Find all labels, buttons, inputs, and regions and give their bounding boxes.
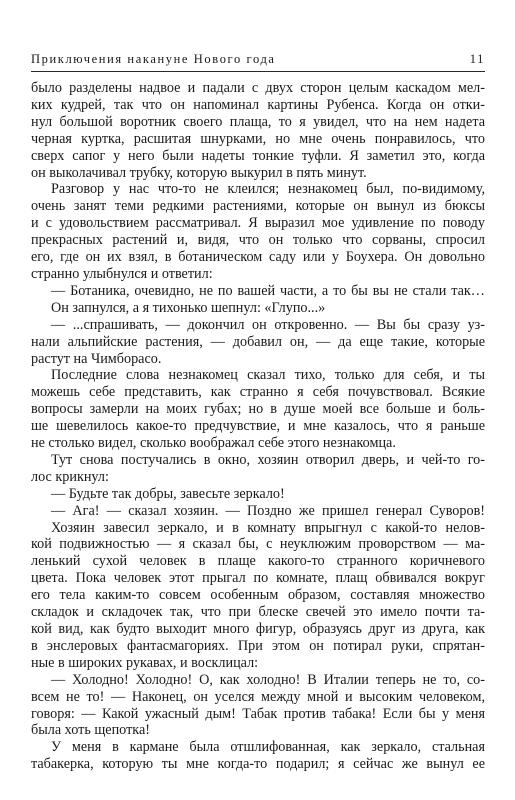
text-line: кой подвижностью — я сказал бы, с неуклюжим проворством — ма-: [31, 536, 485, 553]
text-line: Хозяин завесил зеркало, и в комнату впрыгнул с какой-то нелов-: [51, 519, 485, 536]
text-line: всем не то! — Наконец, он уселся между мной и высоким человеком,: [31, 688, 485, 705]
text-line: нул большой воротник своего плаща, то я увидел, что на нем надета: [31, 113, 485, 130]
text-line: прекрасных растений и, видя, что он только что сорваны, спросил: [31, 232, 485, 249]
text-line: и с удовольствием рассматривал. Я выразил мое удивление по поводу: [31, 215, 485, 232]
text-line: Он запнулся, а я тихонько шепнул: «Глупо...»: [51, 299, 326, 316]
text-line: нали альпийские растения, — добавил он, — да еще такие, которые: [31, 333, 485, 350]
text-line: его, где он их взял, в ботаническом саду или у Боухера. Он довольно: [31, 249, 485, 266]
text-line: Разговор у нас что-то не клеился; незнакомец был, по-видимому,: [51, 181, 485, 198]
text-line: — Ага! — сказал хозяин. — Поздно же пришел генерал Суворов!: [51, 502, 485, 519]
text-line: Тут снова постучались в окно, хозяин отворил дверь, и чей-то го-: [51, 451, 485, 468]
text-line: — Ботаника, очевидно, не по вашей части, а то бы вы не стали так…: [51, 282, 485, 299]
text-line: ше шевелилось какое-то предчувствие, и мне казалось, что я раньше: [31, 418, 485, 435]
body-text: [31, 80, 485, 773]
header-rule: [31, 71, 485, 72]
text-line: У меня в кармане была отшлифованная, как зеркало, стальная: [51, 739, 485, 756]
text-line: можешь себе представить, как странно я себя почувствовал. Всякие: [31, 384, 485, 401]
running-title: Приключения накануне Нового года: [31, 52, 276, 66]
text-line: табакерка, которую ты мне когда-то подарил; я сейчас же вынул ее: [31, 756, 485, 773]
text-line: лос крикнул:: [31, 468, 109, 485]
text-line: — Будьте так добры, завесьте зеркало!: [51, 485, 285, 502]
text-line: складок и складочек так, что при блеске свечей это имело почти та-: [31, 604, 485, 621]
text-line: очень занят теми редкими растениями, которые он вынул из бюксы: [31, 198, 485, 215]
text-line: его тела каким-то совсем особенным образом, составляя множество: [31, 587, 485, 604]
text-line: говоря: — Какой ужасный дым! Табак против табака! Если бы у меня: [31, 705, 485, 722]
text-line: Последние слова незнакомец сказал тихо, только для себя, и ты: [51, 367, 485, 384]
running-header: [31, 52, 485, 70]
text-line: сверх сапог у него были надеты тонкие туфли. Я заметил это, когда: [31, 147, 485, 164]
text-line: черная куртка, расшитая шнурками, но мне очень понравилось, что: [31, 130, 485, 147]
text-line: цвета. Пока человек этот прыгал по комнате, плащ обвивался вокруг: [31, 570, 485, 587]
text-line: была хоть щепотка!: [31, 722, 150, 739]
text-line: в энслеровых фантасмагориях. При этом он потирал руки, спрятан-: [31, 637, 485, 654]
text-line: — Холодно! Холодно! О, как холодно! В Италии теперь не то, со-: [51, 671, 485, 688]
text-line: ленький сухой человек в плаще какого-то странного коричневого: [31, 553, 485, 570]
text-line: было разделены надвое и падали с двух сторон целым каскадом мел-: [31, 80, 485, 96]
text-line: ких кудрей, так что он напоминал картины Рубенса. Когда он отки-: [31, 96, 485, 113]
text-line: ные в широких рукавах, и восклицал:: [31, 654, 259, 671]
text-line: вопросы замерли на моих губах; но в душе моей все больше и боль-: [31, 401, 485, 418]
text-line: кой вид, как будто выходит много фигур, образуясь друг из друга, как: [31, 621, 485, 637]
text-line: не столько видел, сколько воображал себе этого незнакомца.: [31, 435, 396, 452]
text-line: он выколачивал трубку, которую выкурил в пять минут.: [31, 164, 367, 181]
page-number: 11: [469, 52, 485, 66]
text-line: растут на Чимборасо.: [31, 350, 162, 367]
text-line: странно улыбнулся и ответил:: [31, 265, 213, 282]
text-line: — ...спрашивать, — докончил он откровенно. — Вы бы сразу уз-: [51, 316, 485, 333]
